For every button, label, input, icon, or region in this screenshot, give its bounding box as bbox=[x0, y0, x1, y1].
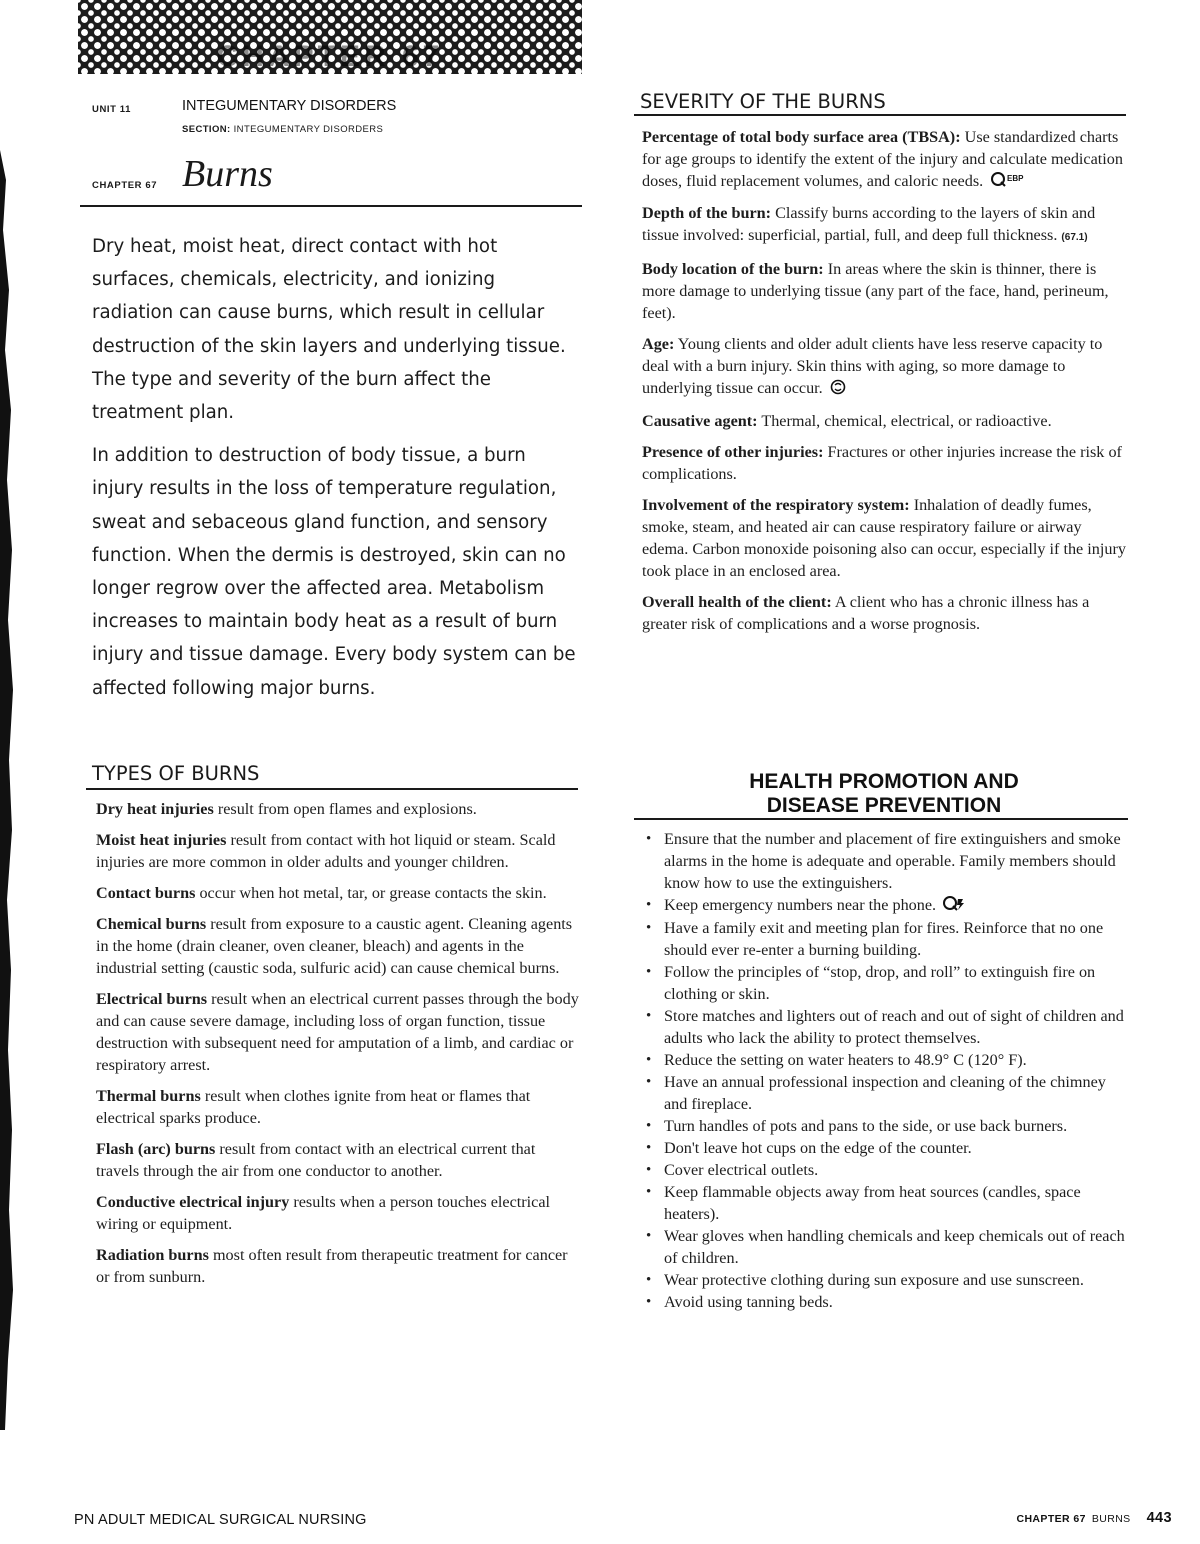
types-item: Flash (arc) burns result from contact with an electrical current that travels through the air from one conductor to another. bbox=[96, 1140, 536, 1180]
age-icon bbox=[830, 379, 846, 401]
ebp-icon bbox=[990, 171, 1030, 193]
section-label: SECTION: bbox=[182, 124, 231, 135]
chapter-label: CHAPTER 67 bbox=[92, 180, 158, 191]
types-item: Radiation burns most often result from therapeutic treatment for cancer or from sunburn. bbox=[96, 1246, 568, 1286]
severity-heading-rule bbox=[634, 114, 1126, 116]
chapter-title: Burns bbox=[182, 153, 273, 195]
banner-text: CHAPTER 67 bbox=[216, 40, 444, 73]
severity-heading: SEVERITY OF THE BURNS bbox=[640, 90, 886, 113]
intro-paragraph: In addition to destruction of body tissue, a burn injury results in the loss of temperature regulation, sweat and sebaceous gland function, and sensory function. When the dermis is destroyed, skin can no longer regrow over the affected area. Metabolism increases to maintain body heat as a result of burn injury and tissue damage. Every body system can be affected following major burns. bbox=[92, 445, 576, 699]
list-item: • Cover electrical outlets. bbox=[642, 1159, 1128, 1181]
severity-list bbox=[642, 126, 1128, 644]
footer-chapter-title: BURNS bbox=[1091, 1513, 1131, 1525]
list-item: • Wear gloves when handling chemicals and keep chemicals out of reach of children. bbox=[642, 1225, 1128, 1269]
types-item: Conductive electrical injury results when a person touches electrical wiring or equipment. bbox=[96, 1193, 551, 1233]
intro-text bbox=[92, 230, 578, 715]
list-item: • Ensure that the number and placement of fire extinguishers and smoke alarms in the home is adequate and operable. Family members should know how to use the extinguishers. bbox=[642, 828, 1128, 894]
severity-item: Involvement of the respiratory system: Inhalation of deadly fumes, smoke, steam, and heated air can cause respiratory failure or airway edema. Carbon monoxide poisoning also can occur, especially if the injury took place in an enclosed area. bbox=[642, 495, 1126, 580]
severity-item: Depth of the burn: Classify burns according to the layers of skin and tissue involved: superficial, partial, full, and deep full thickness. (67.1) bbox=[642, 204, 1096, 245]
footer-chapter: CHAPTER 67 bbox=[1016, 1513, 1086, 1525]
intro-paragraph: Dry heat, moist heat, direct contact with hot surfaces, chemicals, electricity, and ionizing radiation can cause burns, which result in cellular destruction of the skin layers and underlying tissue. The type and severity of the burn affect the treatment plan. bbox=[92, 236, 566, 424]
health-promotion-list bbox=[642, 828, 1128, 1313]
header-rule bbox=[80, 205, 582, 207]
types-item: Dry heat injuries result from open flames and explosions. bbox=[96, 800, 477, 818]
section-title: INTEGUMENTARY DISORDERS bbox=[233, 124, 384, 135]
severity-item: Overall health of the client: A client who has a chronic illness has a greater risk of complications and a worse prognosis. bbox=[642, 592, 1090, 633]
types-heading: TYPES OF BURNS bbox=[92, 762, 260, 785]
list-item: • Store matches and lighters out of reach and out of sight of children and adults who lack the ability to protect themselves. bbox=[642, 1005, 1128, 1049]
unit-label: UNIT 11 bbox=[92, 104, 132, 115]
severity-item: Presence of other injuries: Fractures or other injuries increase the risk of complications. bbox=[642, 442, 1122, 483]
severity-item: Body location of the burn: In areas where the skin is thinner, there is more damage to underlying tissue (any part of the face, hand, perineum, feet). bbox=[642, 260, 1109, 323]
types-heading-rule bbox=[86, 788, 578, 790]
severity-item: Percentage of total body surface area (TBSA): Use standardized charts for age groups to identify the extent of the injury and calculate medication doses, fluid replacement volumes, and caloric needs. EBP bbox=[642, 126, 1128, 193]
footer-book-title: PN ADULT MEDICAL SURGICAL NURSING bbox=[74, 1512, 367, 1528]
unit-title: INTEGUMENTARY DISORDERS bbox=[182, 98, 397, 114]
types-item: Thermal burns result when clothes ignite from heat or flames that electrical sparks produce. bbox=[96, 1087, 531, 1127]
health-promotion-rule bbox=[634, 818, 1128, 820]
list-item: • Have an annual professional inspection and cleaning of the chimney and fireplace. bbox=[642, 1071, 1128, 1115]
footer-page-info bbox=[1016, 1510, 1172, 1526]
safety-icon bbox=[943, 895, 965, 917]
types-item: Contact burns occur when hot metal, tar, or grease contacts the skin. bbox=[96, 884, 547, 902]
severity-item: Causative agent: Thermal, chemical, electrical, or radioactive. bbox=[642, 411, 1052, 430]
list-item: • Keep emergency numbers near the phone. bbox=[642, 894, 1128, 917]
health-promotion-heading-line1: HEALTH PROMOTION AND bbox=[749, 770, 1019, 793]
list-item: • Wear protective clothing during sun exposure and use sunscreen. bbox=[642, 1269, 1128, 1291]
section-line bbox=[182, 124, 383, 135]
severity-item: Age: Young clients and older adult clients have less reserve capacity to deal with a burn injury. Skin thins with aging, so more damage to underlying tissue can occur. bbox=[642, 333, 1128, 400]
list-item: • Turn handles of pots and pans to the side, or use back burners. bbox=[642, 1115, 1128, 1137]
types-list bbox=[96, 798, 582, 1297]
health-promotion-heading bbox=[640, 770, 1128, 818]
page-number: 443 bbox=[1146, 1510, 1172, 1526]
figure-reference: (67.1) bbox=[1061, 232, 1088, 244]
types-item: Chemical burns result from exposure to a caustic agent. Cleaning agents in the home (drain cleaner, oven cleaner, bleach) and agents in the industrial setting (caustic soda, sulfuric acid) can cause chemical burns. bbox=[96, 915, 573, 977]
ebp-icon-label: EBP bbox=[1007, 174, 1024, 184]
types-item: Electrical burns result when an electrical current passes through the body and can cause severe damage, including loss of organ function, tissue destruction with subsequent need for amputation of a limb, and cardiac or respiratory arrest. bbox=[96, 990, 579, 1074]
list-item: • Have a family exit and meeting plan for fires. Reinforce that no one should ever re-enter a burning building. bbox=[642, 917, 1128, 961]
list-item: • Reduce the setting on water heaters to 48.9° C (120° F). bbox=[642, 1049, 1128, 1071]
list-item: • Follow the principles of “stop, drop, and roll” to extinguish fire on clothing or skin. bbox=[642, 961, 1128, 1005]
torn-page-edge bbox=[0, 150, 14, 1430]
list-item: • Keep flammable objects away from heat sources (candles, space heaters). bbox=[642, 1181, 1128, 1225]
health-promotion-heading-line2: DISEASE PREVENTION bbox=[766, 794, 1002, 817]
types-item: Moist heat injuries result from contact with hot liquid or steam. Scald injuries are more common in older adults and younger children. bbox=[96, 831, 556, 871]
list-item: • Don't leave hot cups on the edge of the counter. bbox=[642, 1137, 1128, 1159]
chapter-banner bbox=[78, 0, 582, 74]
list-item: • Avoid using tanning beds. bbox=[642, 1291, 1128, 1313]
